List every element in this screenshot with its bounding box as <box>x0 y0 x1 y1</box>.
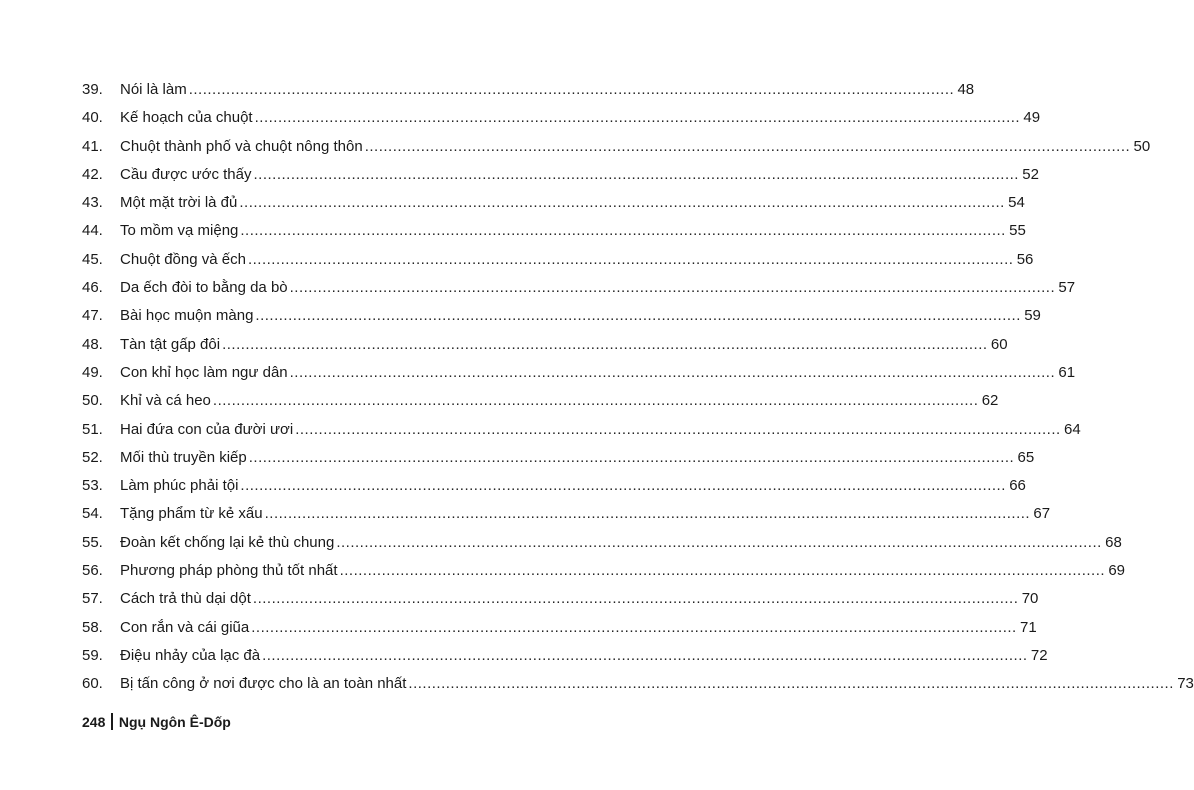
toc-entry <box>82 670 1194 698</box>
footer-book-title: Ngụ Ngôn Ê-Dốp <box>118 713 231 730</box>
toc-entry-page: 55 <box>1009 222 1026 240</box>
toc-entry <box>82 416 1081 444</box>
dot-leader <box>255 104 1020 132</box>
dot-leader <box>408 670 1173 698</box>
toc-entry <box>82 359 1076 387</box>
toc-entry <box>82 444 1035 472</box>
toc-entry-page: 61 <box>1058 363 1076 381</box>
toc-entry-page: 71 <box>1020 618 1037 636</box>
toc-entry <box>82 133 1151 161</box>
toc-entry-title: Kế hoạch của chuột <box>120 109 253 127</box>
toc-entry-number: 52. <box>82 448 103 466</box>
dot-leader <box>222 331 987 359</box>
toc-entry <box>82 274 1076 302</box>
toc-entry-number: 50. <box>82 392 103 410</box>
toc-entry-number: 46. <box>82 279 103 297</box>
toc-entry-number: 47. <box>82 307 103 325</box>
toc-entry-number: 53. <box>82 477 103 495</box>
toc-entry-title: Da ếch đòi to bằng da bò <box>120 279 288 297</box>
toc-entry-page: 66 <box>1009 477 1026 495</box>
toc-entry-number: 51. <box>82 420 103 438</box>
toc-entry-page: 48 <box>957 81 975 98</box>
toc-entry-title: Cầu được ước thấy <box>120 165 252 183</box>
toc-entry <box>82 302 1041 330</box>
toc-entry-number: 41. <box>82 137 103 155</box>
table-of-contents <box>82 76 1194 699</box>
toc-entry-number: 48. <box>82 335 103 353</box>
toc-entry <box>82 557 1126 585</box>
toc-entry <box>82 76 975 104</box>
toc-entry-page: 68 <box>1105 533 1122 551</box>
toc-entry-page: 65 <box>1017 448 1035 466</box>
toc-entry-title: Chuột thành phố và chuột nông thôn <box>120 137 363 155</box>
toc-entry-number: 57. <box>82 590 103 608</box>
toc-entry-title: Tặng phẩm từ kẻ xấu <box>120 505 263 523</box>
dot-leader <box>290 359 1055 387</box>
toc-entry-title: Con rắn và cái giũa <box>120 618 250 636</box>
toc-entry-page: 57 <box>1058 279 1076 297</box>
dot-leader <box>295 416 1060 444</box>
dot-leader <box>253 585 1018 613</box>
page-footer <box>82 713 231 730</box>
toc-entry-title: Hai đứa con của đười ươi <box>120 420 294 438</box>
toc-entry-page: 69 <box>1108 562 1126 580</box>
toc-entry-title: Làm phúc phải tội <box>120 477 239 495</box>
dot-leader <box>290 274 1055 302</box>
dot-leader <box>255 302 1020 330</box>
toc-entry-page: 73 <box>1177 675 1194 693</box>
toc-entry <box>82 472 1026 500</box>
dot-leader <box>251 614 1016 642</box>
toc-entry-title: Cách trả thù dại dột <box>120 590 251 608</box>
toc-entry <box>82 189 1025 217</box>
toc-entry-page: 60 <box>990 335 1008 353</box>
toc-entry-page: 50 <box>1133 137 1151 155</box>
dot-leader <box>265 500 1030 528</box>
toc-entry <box>82 387 999 415</box>
toc-entry-number: 43. <box>82 194 103 212</box>
toc-entry-page: 49 <box>1023 109 1041 127</box>
toc-entry-number: 54. <box>82 505 103 523</box>
toc-entry <box>82 585 1039 613</box>
toc-entry <box>82 614 1037 642</box>
toc-entry-number: 56. <box>82 562 103 580</box>
toc-entry-page: 72 <box>1030 646 1048 664</box>
toc-entry-page: 70 <box>1021 590 1039 608</box>
toc-entry-page: 67 <box>1033 505 1051 523</box>
footer-page-number: 248 <box>82 713 106 730</box>
toc-entry-title: Tàn tật gấp đôi <box>120 335 221 353</box>
toc-entry-title: Đoàn kết chống lại kẻ thù chung <box>120 533 335 551</box>
toc-entry <box>82 331 1008 359</box>
toc-entry <box>82 161 1039 189</box>
toc-entry-number: 59. <box>82 646 103 664</box>
toc-entry-page: 62 <box>981 392 999 410</box>
toc-entry-title: Con khỉ học làm ngư dân <box>120 363 288 381</box>
toc-entry-title: To mồm vạ miệng <box>120 222 239 240</box>
toc-entry <box>82 500 1051 528</box>
toc-entry-title: Phương pháp phòng thủ tốt nhất <box>120 562 338 580</box>
toc-entry-number: 49. <box>82 363 103 381</box>
dot-leader <box>262 642 1027 670</box>
footer-separator <box>111 713 113 730</box>
toc-entry <box>82 642 1048 670</box>
toc-entry-title: Khỉ và cá heo <box>120 392 211 410</box>
toc-entry-page: 56 <box>1016 250 1034 268</box>
toc-entry-title: Chuột đồng và ếch <box>120 250 246 268</box>
toc-entry-number: 60. <box>82 675 103 693</box>
toc-entry-title: Bài học muộn màng <box>120 307 254 325</box>
toc-entry-title: Điệu nhảy của lạc đà <box>120 646 261 664</box>
toc-entry-number: 39. <box>82 81 103 98</box>
dot-leader <box>340 557 1105 585</box>
toc-entry-page: 52 <box>1022 165 1039 183</box>
toc-entry <box>82 529 1122 557</box>
toc-entry-number: 40. <box>82 109 103 127</box>
toc-entry-number: 55. <box>82 533 103 551</box>
toc-entry-page: 64 <box>1063 420 1081 438</box>
toc-entry-number: 42. <box>82 165 103 183</box>
dot-leader <box>365 133 1130 161</box>
toc-entry-title: Mối thù truyền kiếp <box>120 448 247 466</box>
toc-entry-title: Một mặt trời là đủ <box>120 194 238 212</box>
dot-leader <box>253 161 1018 189</box>
toc-entry-number: 44. <box>82 222 103 240</box>
toc-entry <box>82 217 1026 245</box>
dot-leader <box>249 444 1014 472</box>
toc-entry-title: Nói là làm <box>120 81 187 98</box>
toc-entry <box>82 104 1041 132</box>
dot-leader <box>213 387 978 415</box>
toc-entry-page: 54 <box>1008 194 1025 212</box>
toc-entry-title: Bị tấn công ở nơi được cho là an toàn nhất <box>120 675 407 693</box>
dot-leader <box>189 76 954 104</box>
dot-leader <box>240 472 1005 500</box>
dot-leader <box>240 217 1005 245</box>
dot-leader <box>336 529 1101 557</box>
toc-entry <box>82 246 1034 274</box>
dot-leader <box>239 189 1004 217</box>
toc-entry-number: 45. <box>82 250 103 268</box>
toc-entry-page: 59 <box>1024 307 1041 325</box>
toc-entry-number: 58. <box>82 618 103 636</box>
dot-leader <box>248 246 1013 274</box>
